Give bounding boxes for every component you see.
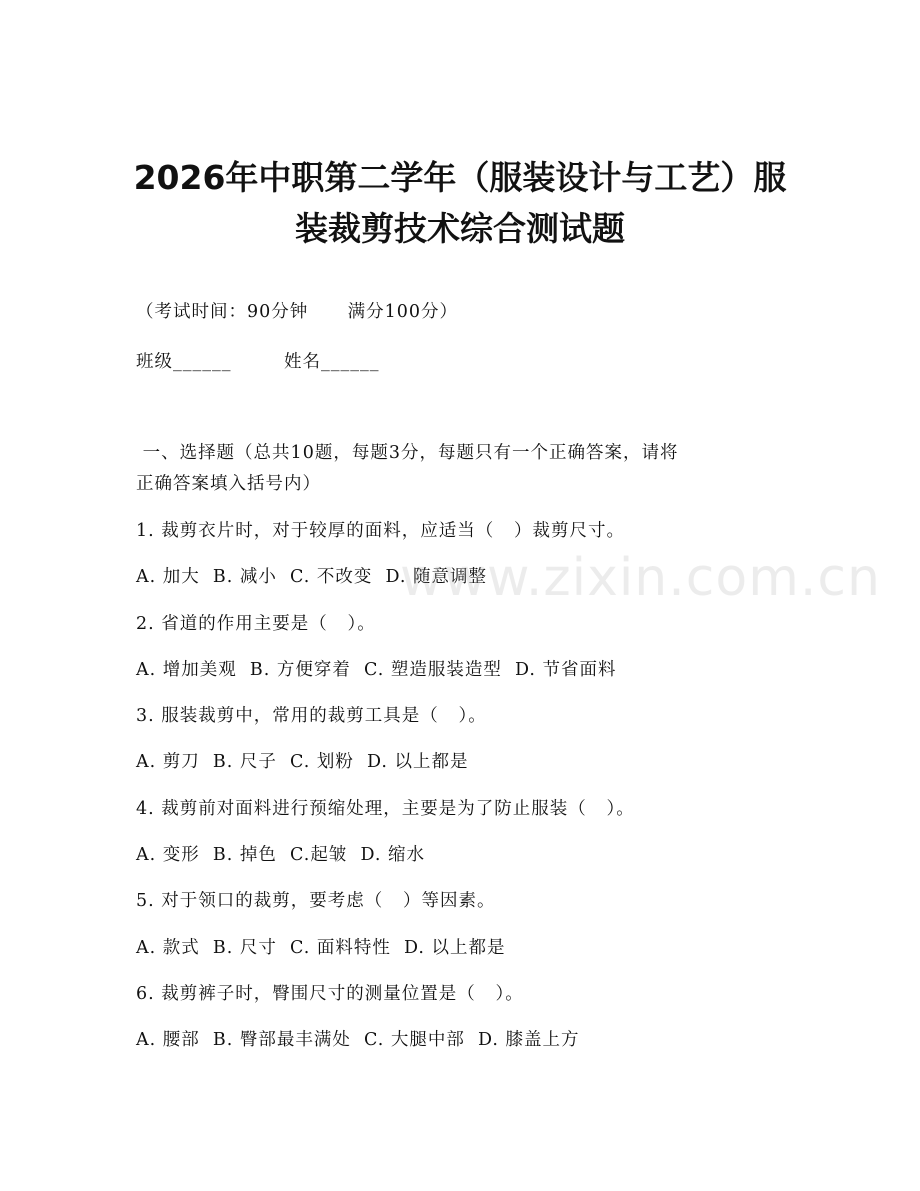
class-name-line: 班级______ 姓名______ <box>136 352 380 372</box>
question-stem: 1. 裁剪衣片时，对于较厚的面料，应适当（ ）裁剪尺寸。 <box>136 521 625 541</box>
watermark: www.zixin.com.cn <box>400 548 881 608</box>
exam-info: （考试时间：90分钟 满分100分） <box>136 302 459 322</box>
question-options: A. 变形 B. 掉色 C.起皱 D. 缩水 <box>136 845 425 865</box>
question-options: A. 款式 B. 尺寸 C. 面料特性 D. 以上都是 <box>136 938 506 958</box>
question-stem: 4. 裁剪前对面料进行预缩处理，主要是为了防止服装（ ）。 <box>136 799 635 819</box>
question-stem: 2. 省道的作用主要是（ ）。 <box>136 614 376 634</box>
question-options: A. 加大 B. 减小 C. 不改变 D. 随意调整 <box>136 567 488 587</box>
question-options: A. 腰部 B. 臀部最丰满处 C. 大腿中部 D. 膝盖上方 <box>136 1030 580 1050</box>
question-stem: 5. 对于领口的裁剪，要考虑（ ）等因素。 <box>136 891 496 911</box>
question-stem: 6. 裁剪裤子时，臀围尺寸的测量位置是（ ）。 <box>136 984 524 1004</box>
question-stem: 3. 服装裁剪中，常用的裁剪工具是（ ）。 <box>136 706 487 726</box>
document-title-line-1: 2026年中职第二学年（服装设计与工艺）服 <box>133 158 787 197</box>
question-options: A. 增加美观 B. 方便穿着 C. 塑造服装造型 D. 节省面料 <box>136 660 617 680</box>
section-heading-line-2: 正确答案填入括号内） <box>136 474 321 494</box>
document-title-line-2: 装裁剪技术综合测试题 <box>295 209 625 248</box>
section-heading-line-1: 一、选择题（总共10题，每题3分，每题只有一个正确答案，请将 <box>136 443 679 463</box>
question-options: A. 剪刀 B. 尺子 C. 划粉 D. 以上都是 <box>136 752 469 772</box>
